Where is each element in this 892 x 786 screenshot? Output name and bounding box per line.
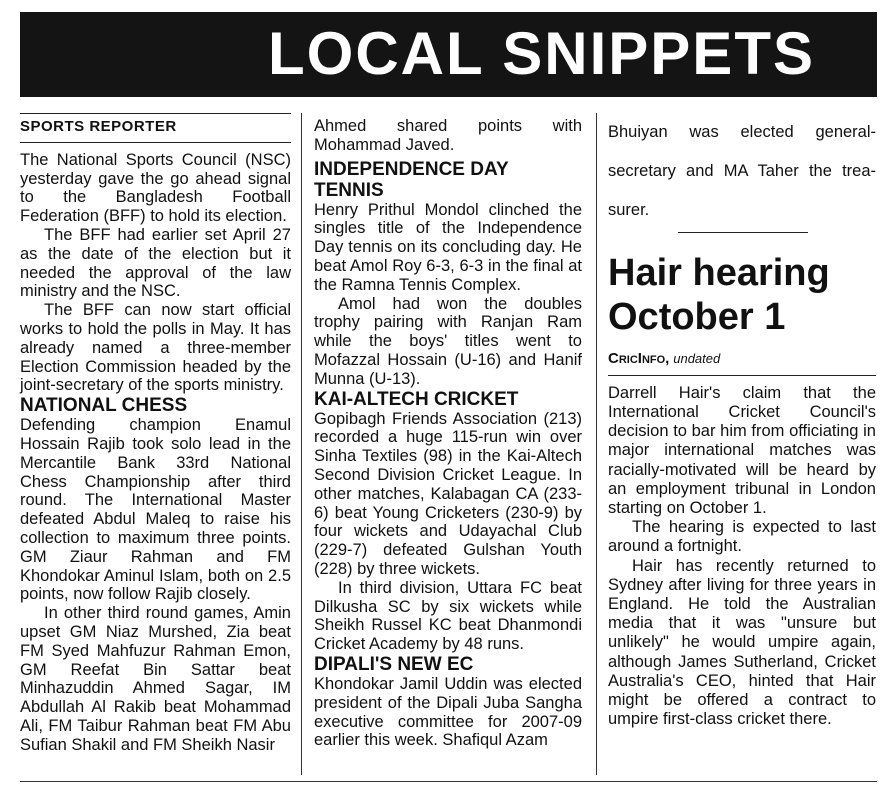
paragraph: Khondokar Jamil Uddin was elected president of the Dipali Juba Sangha executive committee for 2007-09 earlier this week. Shafiqul Azam xyxy=(314,674,582,750)
paragraph: Ahmed shared points with Mohammad Javed. xyxy=(314,117,582,154)
column-1 xyxy=(20,113,291,755)
byline: SPORTS REPORTER xyxy=(20,114,291,143)
paragraph: Darrell Hair's claim that the International Cricket Council's decision to bar him from officiating in major international matches was racially-motivated will be heard by an employment tribunal in London starting on October 1. xyxy=(608,383,876,518)
paragraph: Gopibagh Friends Association (213) recorded a huge 115-run win over Sinha Textiles (98) in the Kai-Altech Second Division Cricket League. In other matches, Kalabagan CA (233-6) beat Young Cricketers (230-9) by four wickets and Udayachal Club (229-7) defeated Gulshan Youth (228) by three wickets. xyxy=(314,409,582,578)
headline: Hair hearing October 1 xyxy=(608,252,830,338)
subheading-dipalis-new-ec: DIPALI'S NEW EC xyxy=(314,653,474,675)
column-2 xyxy=(314,117,582,750)
paragraph: Hair has recently returned to Sydney after living for three years in England. He told the Australian media that it was "unsure but unlikely" he would umpire again, although James Sutherland, Cricket Australia's CEO, hinted that Hair might be offered a contract to umpire first-class cricket there. xyxy=(608,556,876,729)
subheading-independence-day-tennis: INDEPENDENCE DAY TENNIS xyxy=(314,158,509,201)
masthead-title: LOCAL SNIPPETS xyxy=(268,20,815,87)
credit-date: undated xyxy=(673,351,721,366)
column-divider xyxy=(301,113,302,775)
credit-rule xyxy=(608,375,876,376)
paragraph: In third division, Uttara FC beat Dilkusha SC by six wickets while Sheikh Russel KC beat Dhanmondi Cricket Academy by 48 runs. xyxy=(314,578,582,654)
bottom-rule xyxy=(20,781,877,782)
credit-source: CricInfo, xyxy=(608,350,670,367)
paragraph: The BFF had earlier set April 27 as the date of the election but it needed the approval of the law ministry and the NSC. xyxy=(20,225,291,301)
masthead-banner xyxy=(20,12,877,97)
paragraph: The BFF can now start official works to hold the polls in May. It has already named a three-member Election Commission headed by the joint-secretary of the sports ministry. xyxy=(20,301,291,395)
column-3 xyxy=(608,113,876,729)
subheading-national-chess: NATIONAL CHESS xyxy=(20,395,188,417)
subheading-kai-altech-cricket: KAI-ALTECH CRICKET xyxy=(314,388,519,410)
column-divider xyxy=(596,113,597,775)
paragraph: Amol had won the doubles trophy pairing with Ranjan Ram while the boys' titles went to Mofazzal Hossain (U-16) and Hanif Munna (U-13). xyxy=(314,294,582,388)
paragraph: The National Sports Council (NSC) yesterday gave the go ahead signal to the Bangladesh Football Federation (BFF) to hold its election. xyxy=(20,150,291,226)
paragraph: Henry Prithul Mondol clinched the singles title of the Independence Day tennis on its concluding day. He beat Amol Roy 6-3, 6-3 in the final at the Ramna Tennis Complex. xyxy=(314,200,582,294)
article-credit xyxy=(608,349,876,369)
paragraph: Bhuiyan was elected general-secretary and MA Taher the trea-surer. xyxy=(608,123,876,219)
paragraph: Defending champion Enamul Hossain Rajib took solo lead in the Mercantile Bank 33rd National Chess Championship after third round. The International Master defeated Abdul Maleq to raise his collection to maximum three points. GM Ziaur Rahman and FM Khondokar Aminul Islam, both on 2.5 points, now follow Rajib closely. xyxy=(20,416,291,604)
paragraph: The hearing is expected to last around a fortnight. xyxy=(608,518,876,556)
paragraph: In other third round games, Amin upset GM Niaz Murshed, Zia beat FM Syed Mahfuzur Rahman Emon, GM Reefat Bin Sattar beat Minhazuddin Ahmed Sagar, IM Abdullah Al Rakib beat Mohammad Ali, FM Taibur Rahman beat FM Abu Sufian Shakil and FM Sheikh Nasir xyxy=(20,604,291,754)
section-separator-rule xyxy=(678,232,808,233)
